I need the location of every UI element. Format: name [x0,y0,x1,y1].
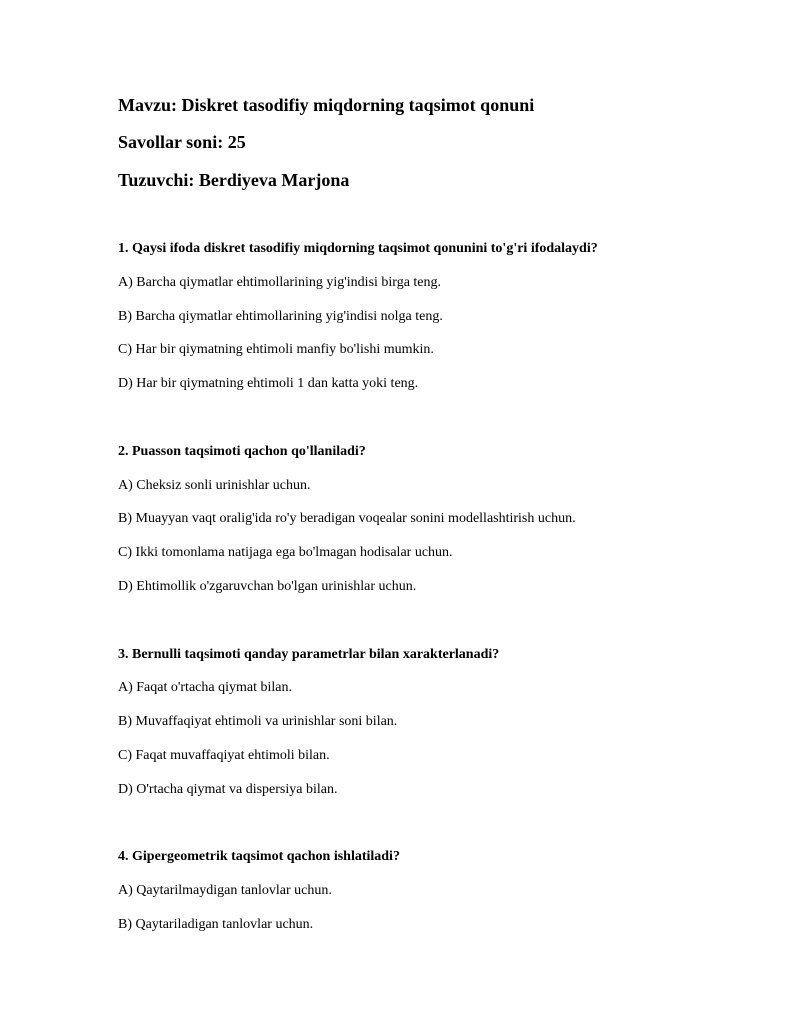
question-1-option-b: B) Barcha qiymatlar ehtimollarining yig'indisi nolga teng. [118,309,443,324]
question-3-option-b: B) Muvaffaqiyat ehtimoli va urinishlar soni bilan. [118,714,398,729]
document-topic: Mavzu: Diskret tasodifiy miqdorning taqsimot qonuni [118,95,535,115]
question-1-option-d: D) Har bir qiymatning ehtimoli 1 dan katta yoki teng. [118,376,419,391]
question-3-text: 3. Bernulli taqsimoti qanday parametrlar bilan xarakterlanadi? [118,647,500,662]
question-3-option-d: D) O'rtacha qiymat va dispersiya bilan. [118,782,338,797]
question-1-option-c: C) Har bir qiymatning ehtimoli manfiy bo'lishi mumkin. [118,342,434,357]
question-1-text: 1. Qaysi ifoda diskret tasodifiy miqdorning taqsimot qonunini to'g'ri ifodalaydi? [118,241,598,256]
question-2-option-a: A) Cheksiz sonli urinishlar uchun. [118,478,311,493]
question-4-option-a: A) Qaytarilmaydigan tanlovlar uchun. [118,883,332,898]
question-4-option-b: B) Qaytariladigan tanlovlar uchun. [118,917,314,932]
question-2-option-b: B) Muayyan vaqt oralig'ida ro'y beradigan voqealar sonini modellashtirish uchun. [118,511,576,526]
question-1-option-a: A) Barcha qiymatlar ehtimollarining yig'indisi birga teng. [118,275,442,290]
author-line: Tuzuvchi: Berdiyeva Marjona [118,170,350,190]
question-3-option-a: A) Faqat o'rtacha qiymat bilan. [118,680,292,695]
question-2-option-c: C) Ikki tomonlama natijaga ega bo'lmagan hodisalar uchun. [118,545,453,560]
question-2-option-d: D) Ehtimollik o'zgaruvchan bo'lgan urinishlar uchun. [118,579,417,594]
question-count: Savollar soni: 25 [118,132,246,152]
question-4-text: 4. Gipergeometrik taqsimot qachon ishlatiladi? [118,849,400,864]
question-2-text: 2. Puasson taqsimoti qachon qo'llaniladi? [118,444,366,459]
question-3-option-c: C) Faqat muvaffaqiyat ehtimoli bilan. [118,748,330,763]
